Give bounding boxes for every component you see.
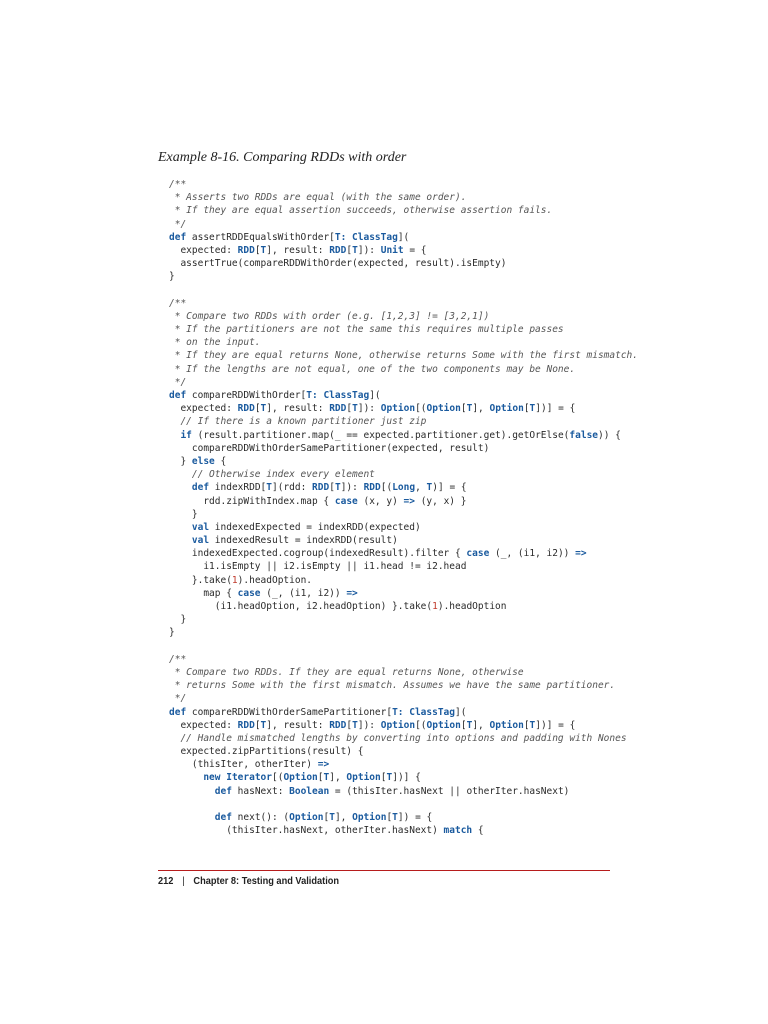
code-token: ], bbox=[329, 772, 347, 784]
code-line bbox=[169, 613, 629, 626]
code-token: case bbox=[334, 495, 358, 507]
code-token: assertTrue(compareRDDWithOrder(expected, result).isEmpty) bbox=[169, 258, 507, 270]
code-token: Long bbox=[392, 482, 416, 494]
code-token: indexedExpected = indexRDD(expected) bbox=[209, 521, 421, 533]
code-token: Iterator bbox=[226, 772, 272, 784]
code-token: T: ClassTag bbox=[392, 706, 455, 718]
code-line bbox=[169, 297, 629, 310]
code-token: // Otherwise index every element bbox=[169, 469, 375, 481]
code-line bbox=[169, 653, 629, 666]
code-token: next(): ( bbox=[231, 812, 290, 823]
code-token: T bbox=[352, 244, 358, 256]
code-token: Option bbox=[283, 772, 318, 784]
code-line bbox=[169, 574, 629, 587]
code-token: rdd.zipWithIndex.map { bbox=[169, 495, 335, 507]
code-line bbox=[169, 323, 629, 336]
code-token: [ bbox=[329, 482, 335, 494]
code-line bbox=[169, 626, 629, 639]
code-line bbox=[169, 732, 629, 745]
code-token: { bbox=[472, 825, 484, 837]
code-token: [ bbox=[254, 719, 261, 731]
code-line bbox=[169, 218, 629, 231]
code-token: * If they are equal assertion succeeds, otherwise assertion fails. bbox=[169, 205, 553, 217]
code-line bbox=[169, 824, 629, 837]
code-token: T bbox=[352, 719, 358, 731]
code-token: [ bbox=[460, 403, 467, 415]
code-token: Option bbox=[352, 812, 387, 823]
code-token: (x, y) bbox=[357, 495, 404, 507]
code-token: * returns Some with the first mismatch. Assumes we have the same partitioner. bbox=[169, 680, 616, 692]
code-token: ], bbox=[472, 403, 490, 415]
code-line bbox=[169, 692, 629, 705]
code-line bbox=[169, 389, 629, 402]
code-token: map { bbox=[169, 587, 238, 599]
code-token: { bbox=[214, 455, 227, 467]
code-token: [ bbox=[346, 719, 353, 731]
code-token: 1 bbox=[432, 601, 438, 612]
footer-rule bbox=[158, 870, 610, 871]
code-token: T: ClassTag bbox=[334, 231, 398, 243]
code-line bbox=[169, 785, 629, 798]
code-token: T bbox=[266, 482, 272, 494]
code-line bbox=[169, 178, 629, 191]
code-token: expected: bbox=[169, 403, 238, 415]
code-token: T bbox=[466, 719, 473, 731]
code-token: = (thisIter.hasNext || otherIter.hasNext) bbox=[329, 785, 570, 797]
code-token: case bbox=[466, 548, 490, 560]
code-token: T bbox=[260, 403, 267, 415]
code-token: * Compare two RDDs with order (e.g. [1,2,3] != [3,2,1]) bbox=[169, 310, 490, 322]
code-token: T bbox=[392, 812, 398, 823]
code-token: new bbox=[203, 772, 221, 784]
code-token: Option bbox=[426, 719, 461, 731]
code-token: ]): bbox=[357, 244, 381, 256]
code-token: indexedExpected.cogroup(indexedResult).filter { bbox=[169, 548, 467, 560]
code-token: false bbox=[569, 429, 599, 441]
code-line bbox=[169, 547, 629, 560]
code-line bbox=[169, 771, 629, 784]
code-token: RDD bbox=[237, 719, 255, 731]
code-line bbox=[169, 481, 629, 494]
code-token: expected.zipPartitions(result) { bbox=[169, 746, 364, 758]
code-token: [( bbox=[272, 772, 284, 784]
code-token: } bbox=[169, 627, 175, 639]
code-line bbox=[169, 640, 629, 653]
code-token: expected: bbox=[169, 719, 238, 731]
code-token: */ bbox=[169, 218, 187, 230]
code-line bbox=[169, 429, 629, 442]
code-token: => bbox=[317, 759, 330, 771]
example-title: Example 8-16. Comparing RDDs with order bbox=[158, 150, 407, 165]
code-line bbox=[169, 257, 629, 270]
code-token: T bbox=[529, 403, 536, 415]
code-token: T bbox=[334, 482, 341, 494]
code-token: * If the lengths are not equal, one of the two components may be None. bbox=[169, 363, 576, 375]
code-token: [( bbox=[380, 482, 393, 494]
code-token: def bbox=[214, 812, 232, 823]
code-line bbox=[169, 600, 629, 613]
code-token: * Asserts two RDDs are equal (with the same order). bbox=[169, 192, 467, 204]
code-token: ).headOption bbox=[437, 601, 507, 612]
code-token: Unit bbox=[380, 244, 404, 256]
code-token: ]( bbox=[397, 231, 410, 243]
code-token: ]) = { bbox=[397, 812, 433, 823]
code-token: (_, (i1, i2)) bbox=[489, 548, 576, 560]
code-token: [ bbox=[386, 812, 393, 823]
code-token: ], bbox=[472, 719, 490, 731]
code-token bbox=[169, 812, 215, 823]
code-token: ], bbox=[334, 812, 353, 823]
code-token: // Handle mismatched lengths by converting into options and padding with Nones bbox=[169, 732, 627, 744]
code-token: ])] { bbox=[392, 772, 421, 784]
code-token bbox=[169, 535, 192, 546]
code-token: def bbox=[214, 785, 232, 797]
code-token: } bbox=[169, 271, 175, 283]
code-token: => bbox=[403, 495, 415, 507]
code-token: } bbox=[169, 614, 187, 626]
code-token: RDD bbox=[312, 482, 330, 494]
code-token bbox=[169, 772, 203, 783]
code-token: T bbox=[529, 719, 536, 731]
code-token: ]): bbox=[340, 482, 364, 494]
code-token: assertRDDEqualsWithOrder[ bbox=[186, 231, 335, 243]
code-line bbox=[169, 415, 629, 428]
code-token: (_, (i1, i2)) bbox=[260, 587, 347, 599]
code-token: hasNext: bbox=[231, 785, 290, 797]
code-line bbox=[169, 310, 629, 323]
code-token: indexRDD[ bbox=[209, 482, 267, 494]
code-line bbox=[169, 706, 629, 719]
code-token: Option bbox=[380, 719, 416, 731]
code-token: Option bbox=[489, 719, 524, 731]
code-token: [ bbox=[523, 403, 530, 415]
code-token: expected: bbox=[169, 244, 238, 256]
code-token: RDD bbox=[237, 403, 255, 415]
code-token: def bbox=[169, 706, 187, 718]
code-line bbox=[169, 666, 629, 679]
code-token: RDD bbox=[363, 482, 381, 494]
code-line bbox=[169, 244, 629, 257]
code-token bbox=[169, 786, 215, 797]
code-token: => bbox=[575, 548, 587, 560]
code-token: ).headOption. bbox=[237, 574, 313, 586]
code-line bbox=[169, 270, 629, 283]
code-token: compareRDDWithOrderSamePartitioner[ bbox=[186, 706, 393, 718]
code-line bbox=[169, 587, 629, 600]
code-token: => bbox=[346, 587, 358, 599]
code-token: val bbox=[191, 521, 210, 533]
code-token: ], result: bbox=[266, 719, 330, 731]
code-token: compareRDDWithOrder[ bbox=[186, 390, 307, 401]
code-token: (thisIter.hasNext, otherIter.hasNext) bbox=[169, 825, 444, 837]
code-token: else bbox=[191, 455, 215, 467]
code-line bbox=[169, 521, 629, 534]
code-token: ]): bbox=[357, 403, 381, 415]
code-line bbox=[169, 376, 629, 389]
code-line bbox=[169, 191, 629, 204]
code-token: ]): bbox=[357, 719, 381, 731]
code-token: = { bbox=[403, 244, 427, 256]
code-token: */ bbox=[169, 693, 187, 705]
code-token: indexedResult = indexRDD(result) bbox=[209, 535, 398, 547]
code-line bbox=[169, 679, 629, 692]
code-token: case bbox=[237, 587, 261, 599]
code-token bbox=[169, 482, 192, 493]
code-token: // If there is a known partitioner just zip bbox=[169, 416, 427, 428]
code-token: */ bbox=[169, 376, 187, 388]
code-token: [ bbox=[254, 403, 261, 415]
code-line bbox=[169, 758, 629, 771]
code-token: (result.partitioner.map(_ == expected.partitioner.get).getOrElse( bbox=[191, 429, 570, 441]
code-token: T bbox=[426, 482, 433, 494]
code-line bbox=[169, 442, 629, 455]
code-token: Option bbox=[380, 403, 416, 415]
code-line bbox=[169, 811, 629, 824]
code-token: ])] = { bbox=[535, 719, 576, 731]
code-line bbox=[169, 349, 638, 362]
code-token: } bbox=[169, 508, 198, 520]
code-line bbox=[169, 284, 629, 297]
code-token: [ bbox=[523, 719, 530, 731]
code-token: i1.isEmpty || i2.isEmpty || i1.head != i2.head bbox=[169, 561, 467, 573]
code-token: T bbox=[260, 719, 267, 731]
code-token: [ bbox=[317, 772, 324, 784]
code-line bbox=[169, 455, 629, 468]
code-token: /** bbox=[169, 297, 187, 309]
code-token: * If they are equal returns None, otherwise returns Some with the first mismatch. bbox=[169, 350, 638, 362]
code-line bbox=[169, 402, 629, 415]
code-token: RDD bbox=[237, 244, 255, 256]
code-line bbox=[169, 745, 629, 758]
code-token: ], result: bbox=[266, 244, 330, 256]
code-token: (y, x) } bbox=[414, 495, 467, 507]
page-footer bbox=[158, 875, 339, 887]
code-token: val bbox=[191, 535, 210, 547]
code-token bbox=[169, 522, 192, 533]
code-token: if bbox=[180, 429, 192, 441]
code-line bbox=[169, 495, 629, 508]
code-token: [( bbox=[415, 403, 427, 415]
code-token: T: ClassTag bbox=[306, 390, 370, 401]
code-token: T bbox=[260, 244, 267, 256]
code-token: (i1.headOption, i2.headOption) }.take( bbox=[169, 601, 433, 612]
code-line bbox=[169, 560, 629, 573]
code-line bbox=[169, 204, 629, 217]
code-token: Option bbox=[489, 403, 524, 415]
code-token: , bbox=[415, 482, 427, 494]
code-line bbox=[169, 231, 629, 244]
code-token: [( bbox=[415, 719, 427, 731]
code-token: ](rdd: bbox=[272, 482, 313, 494]
code-token: Option bbox=[289, 812, 324, 823]
code-line bbox=[169, 363, 629, 376]
code-token: [ bbox=[460, 719, 467, 731]
code-token: match bbox=[443, 825, 473, 837]
code-line bbox=[169, 798, 629, 811]
code-token: }.take( bbox=[169, 574, 232, 586]
code-token: ]( bbox=[455, 706, 467, 718]
code-token: [ bbox=[254, 244, 261, 256]
chapter-title: Chapter 8: Testing and Validation bbox=[193, 875, 340, 887]
code-token: RDD bbox=[329, 244, 347, 256]
code-token: ])] = { bbox=[535, 403, 576, 415]
code-token: def bbox=[169, 390, 187, 401]
code-token: * on the input. bbox=[169, 337, 261, 349]
code-token: def bbox=[169, 231, 187, 243]
code-token: [ bbox=[346, 403, 353, 415]
code-token: ], result: bbox=[266, 403, 330, 415]
code-token: Option bbox=[346, 772, 381, 784]
code-token: /** bbox=[169, 653, 187, 665]
code-line bbox=[169, 534, 629, 547]
code-token: T bbox=[386, 772, 393, 784]
code-token: RDD bbox=[329, 403, 347, 415]
code-token: (thisIter, otherIter) bbox=[169, 759, 318, 771]
code-token: T bbox=[329, 812, 335, 823]
code-line bbox=[169, 508, 629, 521]
code-token: [ bbox=[346, 244, 353, 256]
code-token: [ bbox=[380, 772, 387, 784]
code-line bbox=[169, 719, 629, 732]
code-token: T bbox=[323, 772, 330, 784]
code-token: * If the partitioners are not the same this requires multiple passes bbox=[169, 324, 564, 336]
code-listing bbox=[169, 178, 638, 837]
footer-separator: | bbox=[182, 875, 185, 887]
code-token: [ bbox=[323, 812, 330, 823]
code-line bbox=[169, 468, 629, 481]
code-token: )) { bbox=[598, 429, 621, 441]
code-token: RDD bbox=[329, 719, 347, 731]
page-number: 212 bbox=[158, 875, 174, 887]
code-token: T bbox=[352, 403, 358, 415]
code-token: Boolean bbox=[289, 785, 330, 797]
code-token: ]( bbox=[369, 390, 381, 401]
code-token: /** bbox=[169, 179, 187, 190]
code-token: )] = { bbox=[432, 482, 467, 494]
code-token: * Compare two RDDs. If they are equal returns None, otherwise bbox=[169, 666, 524, 678]
code-token: } bbox=[169, 455, 192, 467]
code-token: Option bbox=[426, 403, 461, 415]
code-token: compareRDDWithOrderSamePartitioner(expected, result) bbox=[169, 442, 490, 454]
code-token: T bbox=[466, 403, 473, 415]
code-line bbox=[169, 336, 629, 349]
code-token: def bbox=[191, 482, 210, 494]
code-token bbox=[169, 430, 180, 441]
code-token: 1 bbox=[231, 574, 238, 586]
